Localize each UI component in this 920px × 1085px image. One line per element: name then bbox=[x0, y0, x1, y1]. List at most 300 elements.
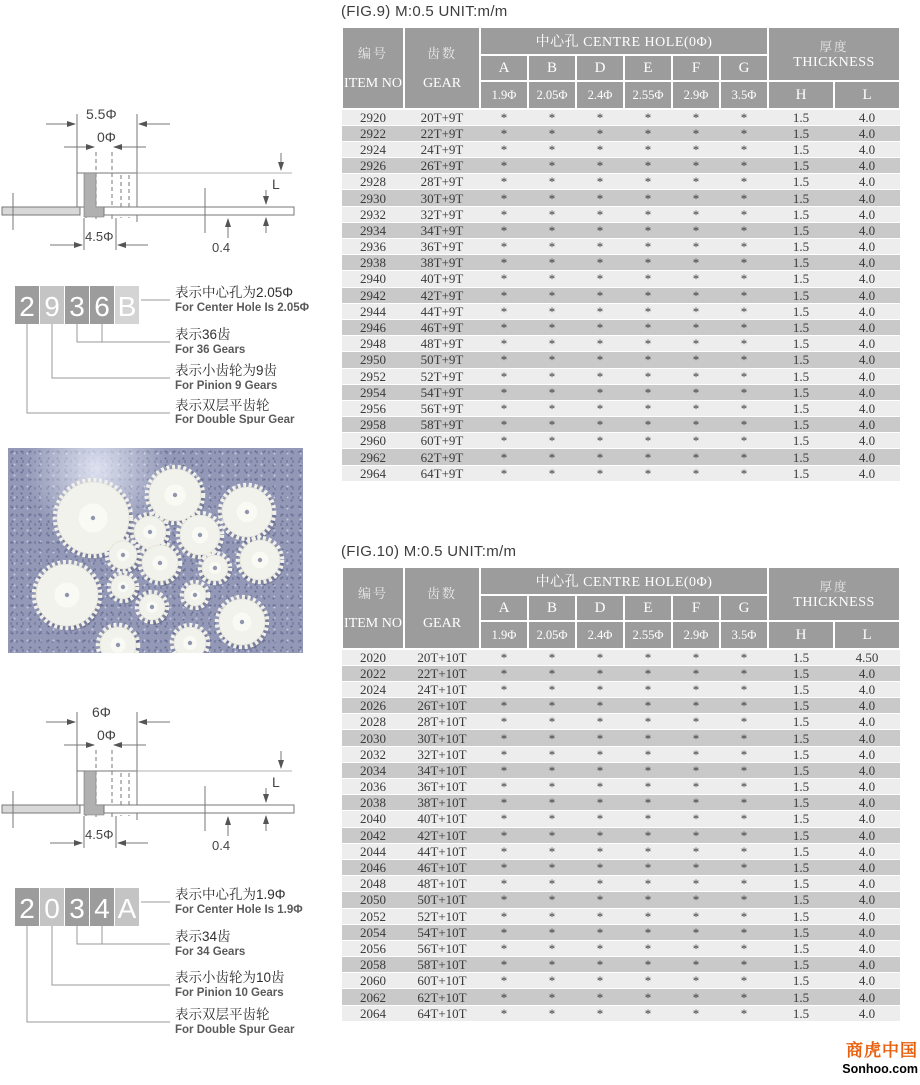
thickness-l: 4.0 bbox=[834, 206, 900, 222]
hole-d: * bbox=[576, 109, 624, 125]
table-row bbox=[342, 368, 900, 384]
hole-a: * bbox=[480, 400, 528, 416]
hole-e: * bbox=[624, 827, 672, 843]
hole-letter-f: F bbox=[672, 595, 720, 621]
hole-d: * bbox=[576, 698, 624, 714]
gear-teeth: 58T+10T bbox=[404, 957, 480, 973]
table-row bbox=[342, 1005, 900, 1021]
table-row bbox=[342, 827, 900, 843]
column-header-h: H bbox=[768, 621, 834, 649]
hole-b: * bbox=[528, 714, 576, 730]
hole-d: * bbox=[576, 827, 624, 843]
hole-b: * bbox=[528, 698, 576, 714]
thickness-l: 4.0 bbox=[834, 271, 900, 287]
hole-f: * bbox=[672, 1005, 720, 1021]
hole-g: * bbox=[720, 892, 768, 908]
item-no: 2052 bbox=[342, 908, 404, 924]
hole-f: * bbox=[672, 109, 720, 125]
hole-e: * bbox=[624, 714, 672, 730]
gear-teeth: 50T+9T bbox=[404, 352, 480, 368]
hole-d: * bbox=[576, 287, 624, 303]
gear-teeth: 38T+10T bbox=[404, 795, 480, 811]
table-row bbox=[342, 255, 900, 271]
thickness-h: 1.5 bbox=[768, 287, 834, 303]
item-no: 2036 bbox=[342, 779, 404, 795]
hole-b: * bbox=[528, 336, 576, 352]
hole-g: * bbox=[720, 384, 768, 400]
gear-teeth: 28T+9T bbox=[404, 174, 480, 190]
thickness-h: 1.5 bbox=[768, 843, 834, 859]
gear-teeth: 24T+10T bbox=[404, 681, 480, 697]
hole-b: * bbox=[528, 433, 576, 449]
hole-f: * bbox=[672, 174, 720, 190]
hole-f: * bbox=[672, 827, 720, 843]
thickness-l: 4.0 bbox=[834, 222, 900, 238]
thickness-h: 1.5 bbox=[768, 449, 834, 465]
dim-thickness: L bbox=[272, 774, 280, 790]
hole-e: * bbox=[624, 762, 672, 778]
hole-e: * bbox=[624, 908, 672, 924]
hole-b: * bbox=[528, 352, 576, 368]
gear-teeth: 54T+9T bbox=[404, 384, 480, 400]
hole-a: * bbox=[480, 141, 528, 157]
thickness-h: 1.5 bbox=[768, 336, 834, 352]
hole-g: * bbox=[720, 827, 768, 843]
hole-e: * bbox=[624, 433, 672, 449]
thickness-h: 1.5 bbox=[768, 109, 834, 125]
gear-teeth: 40T+10T bbox=[404, 811, 480, 827]
shaft-bar bbox=[2, 805, 80, 813]
item-no: 2964 bbox=[342, 465, 404, 481]
hole-e: * bbox=[624, 368, 672, 384]
thickness-h: 1.5 bbox=[768, 417, 834, 433]
dim-top-diameter: 6Φ bbox=[92, 704, 111, 720]
hole-d: * bbox=[576, 892, 624, 908]
thickness-l: 4.0 bbox=[834, 957, 900, 973]
item-no: 2034 bbox=[342, 762, 404, 778]
hole-b: * bbox=[528, 287, 576, 303]
thickness-h: 1.5 bbox=[768, 206, 834, 222]
thickness-l: 4.0 bbox=[834, 989, 900, 1005]
hole-a: * bbox=[480, 957, 528, 973]
hole-f: * bbox=[672, 125, 720, 141]
hole-f: * bbox=[672, 271, 720, 287]
thickness-h: 1.5 bbox=[768, 239, 834, 255]
thickness-h: 1.5 bbox=[768, 989, 834, 1005]
hole-b: * bbox=[528, 222, 576, 238]
note-type-cn: 表示双层平齿轮 bbox=[175, 398, 270, 413]
hole-f: * bbox=[672, 746, 720, 762]
gear-teeth: 56T+10T bbox=[404, 940, 480, 956]
table-row bbox=[342, 417, 900, 433]
hole-letter-a: A bbox=[480, 55, 528, 81]
hole-size-g: 3.5Φ bbox=[720, 621, 768, 649]
hole-a: * bbox=[480, 384, 528, 400]
thickness-l: 4.0 bbox=[834, 940, 900, 956]
hole-g: * bbox=[720, 449, 768, 465]
hole-f: * bbox=[672, 779, 720, 795]
table-row bbox=[342, 287, 900, 303]
table-row bbox=[342, 174, 900, 190]
gear-teeth: 42T+9T bbox=[404, 287, 480, 303]
thickness-l: 4.0 bbox=[834, 352, 900, 368]
item-no: 2044 bbox=[342, 843, 404, 859]
hole-a: * bbox=[480, 876, 528, 892]
hole-g: * bbox=[720, 876, 768, 892]
hole-g: * bbox=[720, 714, 768, 730]
thickness-l: 4.0 bbox=[834, 827, 900, 843]
fig9-caption: (FIG.9) M:0.5 UNIT:m/m bbox=[341, 3, 508, 20]
thickness-l: 4.0 bbox=[834, 125, 900, 141]
sonhoo-logo-cn: 商虎中国 bbox=[846, 1041, 918, 1060]
hole-a: * bbox=[480, 859, 528, 875]
hole-e: * bbox=[624, 811, 672, 827]
thickness-l: 4.0 bbox=[834, 876, 900, 892]
column-header-centre-hole: 中心孔 CENTRE HOLE(0Φ) bbox=[480, 567, 768, 595]
hole-e: * bbox=[624, 876, 672, 892]
note-pinion-cn: 表示小齿轮为9齿 bbox=[175, 363, 278, 378]
thickness-l: 4.0 bbox=[834, 892, 900, 908]
thickness-h: 1.5 bbox=[768, 698, 834, 714]
hole-letter-g: G bbox=[720, 595, 768, 621]
shaft-bar bbox=[2, 207, 80, 215]
hole-g: * bbox=[720, 239, 768, 255]
digit: 3 bbox=[69, 893, 85, 924]
thickness-l: 4.0 bbox=[834, 843, 900, 859]
thickness-h: 1.5 bbox=[768, 190, 834, 206]
hole-f: * bbox=[672, 368, 720, 384]
hole-g: * bbox=[720, 843, 768, 859]
hole-a: * bbox=[480, 190, 528, 206]
thickness-h: 1.5 bbox=[768, 730, 834, 746]
table-row bbox=[342, 940, 900, 956]
hole-a: * bbox=[480, 465, 528, 481]
thickness-l: 4.0 bbox=[834, 779, 900, 795]
table-row bbox=[342, 859, 900, 875]
thickness-l: 4.0 bbox=[834, 665, 900, 681]
hole-b: * bbox=[528, 779, 576, 795]
item-no: 2956 bbox=[342, 400, 404, 416]
item-no: 2022 bbox=[342, 665, 404, 681]
hole-f: * bbox=[672, 957, 720, 973]
hole-a: * bbox=[480, 989, 528, 1005]
thickness-h: 1.5 bbox=[768, 384, 834, 400]
item-no: 2062 bbox=[342, 989, 404, 1005]
gear bbox=[178, 513, 224, 560]
hole-g: * bbox=[720, 158, 768, 174]
gear bbox=[98, 625, 140, 653]
gear-teeth: 52T+9T bbox=[404, 368, 480, 384]
hole-b: * bbox=[528, 649, 576, 665]
thickness-l: 4.0 bbox=[834, 449, 900, 465]
gear-teeth: 52T+10T bbox=[404, 908, 480, 924]
hole-g: * bbox=[720, 287, 768, 303]
hole-b: * bbox=[528, 125, 576, 141]
hole-d: * bbox=[576, 973, 624, 989]
hole-g: * bbox=[720, 779, 768, 795]
hole-a: * bbox=[480, 319, 528, 335]
hole-b: * bbox=[528, 271, 576, 287]
thickness-h: 1.5 bbox=[768, 303, 834, 319]
dim-top-diameter: 5.5Φ bbox=[86, 106, 117, 122]
hole-g: * bbox=[720, 255, 768, 271]
hole-a: * bbox=[480, 336, 528, 352]
hole-a: * bbox=[480, 681, 528, 697]
hole-b: * bbox=[528, 417, 576, 433]
item-no: 2936 bbox=[342, 239, 404, 255]
table-row bbox=[342, 400, 900, 416]
thickness-l: 4.0 bbox=[834, 190, 900, 206]
hole-d: * bbox=[576, 433, 624, 449]
hole-d: * bbox=[576, 222, 624, 238]
gear bbox=[137, 592, 169, 625]
thickness-l: 4.0 bbox=[834, 795, 900, 811]
table-row bbox=[342, 141, 900, 157]
hole-size-a: 1.9Φ bbox=[480, 81, 528, 109]
hole-letter-d: D bbox=[576, 595, 624, 621]
hole-g: * bbox=[720, 730, 768, 746]
table-row bbox=[342, 190, 900, 206]
hole-b: * bbox=[528, 827, 576, 843]
hole-f: * bbox=[672, 843, 720, 859]
dim-bore-diameter: 0Φ bbox=[97, 129, 116, 145]
dimension-drawing-fig10 bbox=[0, 698, 330, 873]
table-row bbox=[342, 843, 900, 859]
gear-teeth: 46T+10T bbox=[404, 859, 480, 875]
hole-b: * bbox=[528, 384, 576, 400]
item-no: 2058 bbox=[342, 957, 404, 973]
hole-a: * bbox=[480, 1005, 528, 1021]
table-row bbox=[342, 352, 900, 368]
gear-teeth: 20T+9T bbox=[404, 109, 480, 125]
hole-a: * bbox=[480, 730, 528, 746]
hole-b: * bbox=[528, 239, 576, 255]
hole-d: * bbox=[576, 465, 624, 481]
hole-f: * bbox=[672, 465, 720, 481]
hole-g: * bbox=[720, 206, 768, 222]
hole-letter-a: A bbox=[480, 595, 528, 621]
hole-e: * bbox=[624, 465, 672, 481]
gear-teeth: 48T+10T bbox=[404, 876, 480, 892]
table-row bbox=[342, 973, 900, 989]
hole-g: * bbox=[720, 989, 768, 1005]
hole-b: * bbox=[528, 924, 576, 940]
hole-f: * bbox=[672, 811, 720, 827]
thickness-h: 1.5 bbox=[768, 859, 834, 875]
hole-b: * bbox=[528, 174, 576, 190]
hole-a: * bbox=[480, 303, 528, 319]
fig10-caption: (FIG.10) M:0.5 UNIT:m/m bbox=[341, 543, 517, 560]
hole-size-a: 1.9Φ bbox=[480, 621, 528, 649]
dim-thickness: L bbox=[272, 176, 280, 192]
hole-b: * bbox=[528, 109, 576, 125]
hole-b: * bbox=[528, 843, 576, 859]
gear-teeth: 48T+9T bbox=[404, 336, 480, 352]
hole-a: * bbox=[480, 746, 528, 762]
hole-b: * bbox=[528, 940, 576, 956]
hole-a: * bbox=[480, 924, 528, 940]
table-row bbox=[342, 795, 900, 811]
hole-f: * bbox=[672, 989, 720, 1005]
item-no: 2920 bbox=[342, 109, 404, 125]
hole-f: * bbox=[672, 730, 720, 746]
hole-a: * bbox=[480, 843, 528, 859]
item-no: 2028 bbox=[342, 714, 404, 730]
gears-photo bbox=[8, 448, 303, 653]
thickness-l: 4.0 bbox=[834, 287, 900, 303]
hole-f: * bbox=[672, 206, 720, 222]
gear bbox=[217, 597, 269, 650]
hole-b: * bbox=[528, 730, 576, 746]
table-row bbox=[342, 239, 900, 255]
hole-b: * bbox=[528, 465, 576, 481]
hole-d: * bbox=[576, 714, 624, 730]
gear-teeth: 32T+9T bbox=[404, 206, 480, 222]
column-header-l: L bbox=[834, 81, 900, 109]
table-row bbox=[342, 433, 900, 449]
table-row bbox=[342, 649, 900, 665]
note-pinion-en: For Pinion 10 Gears bbox=[175, 987, 284, 999]
hole-b: * bbox=[528, 795, 576, 811]
sonhoo-logo-en: Sonhoo.com bbox=[842, 1062, 918, 1076]
part-number-diagram-2034A bbox=[12, 886, 330, 1036]
hole-e: * bbox=[624, 109, 672, 125]
hole-e: * bbox=[624, 665, 672, 681]
table-row bbox=[342, 681, 900, 697]
hole-e: * bbox=[624, 924, 672, 940]
hole-size-f: 2.9Φ bbox=[672, 81, 720, 109]
gear-teeth: 20T+10T bbox=[404, 649, 480, 665]
hole-a: * bbox=[480, 795, 528, 811]
thickness-l: 4.0 bbox=[834, 714, 900, 730]
table-row bbox=[342, 206, 900, 222]
column-header-l: L bbox=[834, 621, 900, 649]
hole-d: * bbox=[576, 352, 624, 368]
hole-f: * bbox=[672, 665, 720, 681]
hole-d: * bbox=[576, 957, 624, 973]
thickness-h: 1.5 bbox=[768, 924, 834, 940]
column-header-thickness: 厚度 THICKNESS bbox=[768, 27, 900, 81]
gear-teeth: 38T+9T bbox=[404, 255, 480, 271]
thickness-h: 1.5 bbox=[768, 400, 834, 416]
hole-f: * bbox=[672, 400, 720, 416]
thickness-h: 1.5 bbox=[768, 779, 834, 795]
gear-teeth: 42T+10T bbox=[404, 827, 480, 843]
hole-d: * bbox=[576, 417, 624, 433]
sonhoo-watermark bbox=[820, 1040, 920, 1085]
hole-b: * bbox=[528, 681, 576, 697]
hole-g: * bbox=[720, 174, 768, 190]
hole-e: * bbox=[624, 681, 672, 697]
digit: B bbox=[117, 291, 137, 322]
hole-e: * bbox=[624, 730, 672, 746]
item-no: 2944 bbox=[342, 303, 404, 319]
hole-a: * bbox=[480, 287, 528, 303]
hole-d: * bbox=[576, 174, 624, 190]
thickness-h: 1.5 bbox=[768, 762, 834, 778]
hole-d: * bbox=[576, 924, 624, 940]
hole-g: * bbox=[720, 368, 768, 384]
item-no: 2046 bbox=[342, 859, 404, 875]
thickness-l: 4.0 bbox=[834, 762, 900, 778]
thickness-l: 4.0 bbox=[834, 433, 900, 449]
table-row bbox=[342, 158, 900, 174]
thickness-h: 1.5 bbox=[768, 957, 834, 973]
hole-a: * bbox=[480, 827, 528, 843]
hole-g: * bbox=[720, 319, 768, 335]
note-center-hole-cn: 表示中心孔为2.05Φ bbox=[175, 285, 294, 300]
gear-teeth: 44T+9T bbox=[404, 303, 480, 319]
hole-b: * bbox=[528, 762, 576, 778]
hole-f: * bbox=[672, 303, 720, 319]
hole-e: * bbox=[624, 746, 672, 762]
thickness-l: 4.0 bbox=[834, 698, 900, 714]
thickness-h: 1.5 bbox=[768, 352, 834, 368]
digit: 2 bbox=[19, 291, 35, 322]
hole-size-d: 2.4Φ bbox=[576, 621, 624, 649]
note-type-en: For Double Spur Gear bbox=[175, 1024, 295, 1036]
hole-e: * bbox=[624, 698, 672, 714]
gear-teeth: 46T+9T bbox=[404, 319, 480, 335]
thickness-l: 4.0 bbox=[834, 319, 900, 335]
item-no: 2026 bbox=[342, 698, 404, 714]
table-row bbox=[342, 762, 900, 778]
thickness-h: 1.5 bbox=[768, 433, 834, 449]
hole-f: * bbox=[672, 239, 720, 255]
hole-g: * bbox=[720, 417, 768, 433]
hole-f: * bbox=[672, 859, 720, 875]
note-type-en: For Double Spur Gear bbox=[175, 414, 295, 424]
table-row bbox=[342, 876, 900, 892]
table-row bbox=[342, 892, 900, 908]
hole-d: * bbox=[576, 400, 624, 416]
gear-teeth: 34T+10T bbox=[404, 762, 480, 778]
hole-d: * bbox=[576, 730, 624, 746]
table-row bbox=[342, 125, 900, 141]
hole-a: * bbox=[480, 433, 528, 449]
hole-g: * bbox=[720, 924, 768, 940]
hole-letter-d: D bbox=[576, 55, 624, 81]
table-row bbox=[342, 908, 900, 924]
gear-disc bbox=[104, 207, 294, 215]
hole-g: * bbox=[720, 762, 768, 778]
hole-d: * bbox=[576, 843, 624, 859]
hole-b: * bbox=[528, 449, 576, 465]
hole-g: * bbox=[720, 125, 768, 141]
hole-e: * bbox=[624, 141, 672, 157]
hole-size-b: 2.05Φ bbox=[528, 621, 576, 649]
hole-a: * bbox=[480, 206, 528, 222]
hole-a: * bbox=[480, 109, 528, 125]
hole-g: * bbox=[720, 433, 768, 449]
hole-letter-f: F bbox=[672, 55, 720, 81]
column-header-gear: 齿数 GEAR bbox=[404, 567, 480, 649]
gear-teeth: 62T+10T bbox=[404, 989, 480, 1005]
item-no: 2054 bbox=[342, 924, 404, 940]
hole-b: * bbox=[528, 859, 576, 875]
gear bbox=[220, 485, 276, 542]
hole-d: * bbox=[576, 811, 624, 827]
hole-d: * bbox=[576, 239, 624, 255]
hole-b: * bbox=[528, 319, 576, 335]
hole-g: * bbox=[720, 400, 768, 416]
table-row bbox=[342, 746, 900, 762]
hole-letter-b: B bbox=[528, 595, 576, 621]
hole-size-f: 2.9Φ bbox=[672, 621, 720, 649]
digit: 0 bbox=[44, 893, 60, 924]
hub-cross-section bbox=[84, 173, 104, 217]
hole-d: * bbox=[576, 368, 624, 384]
